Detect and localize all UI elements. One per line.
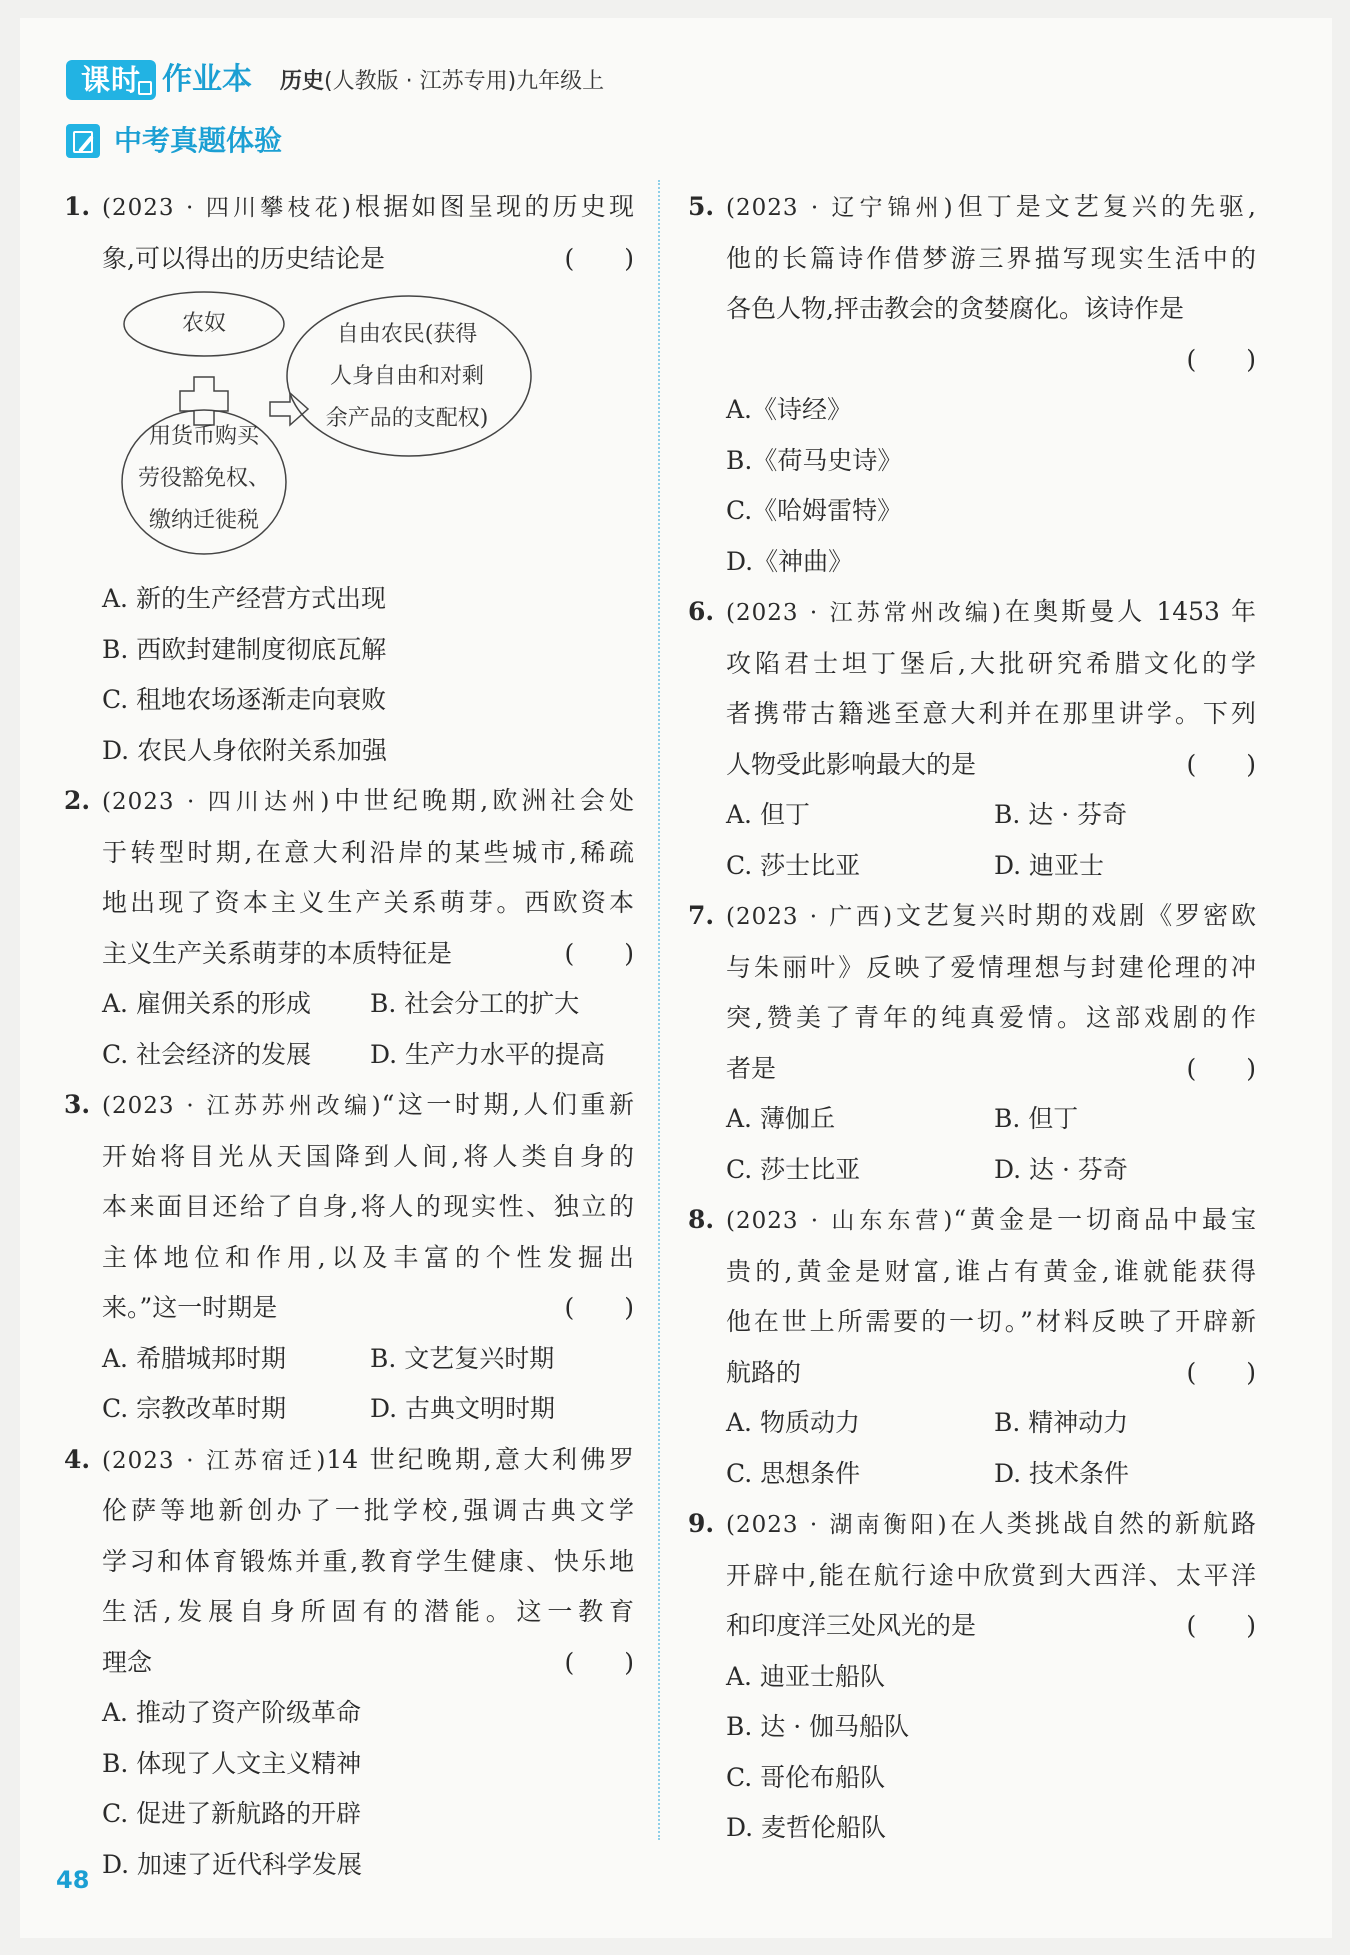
diagram-line: 人身自由和对剩 (329, 364, 484, 389)
option[interactable]: B. 社会分工的扩大 (370, 989, 580, 1018)
option-row (688, 1398, 1256, 1449)
question-line: 伦萨等地新创办了一批学校,强调古典文学 (102, 1496, 634, 1525)
question-line: 攻陷君士坦丁堡后,大批研究希腊文化的学 (726, 648, 1256, 678)
question-text: 来。”这一时期是 (102, 1293, 278, 1322)
book-subject (280, 66, 604, 98)
option[interactable]: C. 哥伦布船队 (726, 1762, 886, 1792)
option[interactable]: A. 迪亚士船队 (726, 1661, 885, 1691)
question-line: 开始将目光从天国降到人间,将人类自身的 (102, 1141, 634, 1171)
question-line: 本来面目还给了自身,将人的现实性、独立的 (102, 1192, 634, 1221)
question-line: 突,赞美了青年的纯真爱情。这部戏剧的作 (726, 1003, 1256, 1032)
question-text: 在奥斯曼人 1453 年 (1001, 597, 1256, 626)
answer-blank[interactable]: ( ) (564, 938, 634, 968)
option-row (64, 1334, 634, 1385)
question-5 (688, 182, 1256, 385)
option[interactable]: D. 农民人身依附关系加强 (102, 735, 388, 765)
question-source: (2023 · 广西) (726, 904, 894, 930)
diagram-line: 自由农民(获得 (336, 322, 478, 347)
answer-blank[interactable]: ( ) (1186, 1053, 1256, 1083)
answer-blank[interactable]: ( ) (1186, 344, 1256, 374)
question-line (102, 929, 634, 980)
column-divider (658, 180, 660, 1840)
option[interactable]: C.《哈姆雷特》 (726, 496, 903, 525)
question-line (726, 182, 1256, 234)
option[interactable]: A. 物质动力 (726, 1408, 860, 1437)
question-source: (2023 · 四川达州) (102, 789, 331, 815)
question-line: 者携带古籍逃至意大利并在那里讲学。下列 (726, 699, 1256, 728)
question-text: 和印度洋三处风光的是 (726, 1611, 977, 1640)
question-2 (64, 776, 634, 979)
option-row (688, 1449, 1256, 1500)
question-source: (2023 · 湖南衡阳) (726, 1512, 948, 1538)
option[interactable]: C. 莎士比亚 (726, 850, 861, 880)
question-text: 但丁是文艺复兴的先驱, (953, 192, 1256, 221)
option[interactable]: A. 希腊城邦时期 (102, 1343, 286, 1373)
question-line: 各色人物,抨击教会的贪婪腐化。该诗作是 (726, 294, 1184, 323)
question-line (726, 1348, 1256, 1399)
option[interactable]: D. 加速了近代科学发展 (102, 1849, 363, 1879)
option[interactable]: D. 达 · 芬奇 (994, 1154, 1128, 1184)
option[interactable]: C. 促进了新航路的开辟 (102, 1799, 362, 1828)
option[interactable]: D. 迪亚士 (994, 850, 1105, 880)
question-7 (688, 891, 1256, 1094)
question-line (102, 1638, 634, 1689)
question-line: 与朱丽叶》反映了爱情理想与封建伦理的冲 (726, 952, 1256, 982)
option[interactable]: B. 西欧封建制度彻底瓦解 (102, 634, 387, 664)
diagram-serf: 农奴 (181, 311, 226, 336)
question-text: 航路的 (726, 1357, 802, 1387)
question-line (726, 1044, 1256, 1095)
option[interactable]: A.《诗经》 (726, 395, 853, 424)
question-number: 5. (688, 192, 715, 221)
question-source: (2023 · 江苏宿迁) (102, 1447, 327, 1474)
option[interactable]: B. 达 · 伽马船队 (726, 1712, 910, 1741)
answer-blank[interactable]: ( ) (1186, 1357, 1256, 1387)
history-diagram (102, 284, 634, 574)
diagram-line: 劳役豁免权、 (137, 466, 270, 491)
option[interactable]: B. 文艺复兴时期 (370, 1343, 555, 1373)
question-number: 6. (688, 597, 715, 626)
right-column (688, 182, 1256, 1854)
option[interactable]: A. 新的生产经营方式出现 (102, 584, 386, 613)
question-line (102, 1283, 634, 1334)
question-line: 于转型时期,在意大利沿岸的某些城市,稀疏 (102, 837, 634, 867)
question-text: “这一时期,人们重新 (381, 1090, 634, 1119)
question-6 (688, 587, 1256, 790)
diagram-payment-lines (124, 416, 284, 542)
question-line (102, 182, 634, 234)
option[interactable]: B.《荷马史诗》 (726, 445, 903, 475)
logo-text: 作业本 (162, 62, 252, 97)
option[interactable]: D. 麦哲伦船队 (726, 1813, 887, 1842)
answer-blank[interactable]: ( ) (1186, 1611, 1256, 1640)
question-text: 象,可以得出的历史结论是 (102, 243, 385, 273)
question-number: 8. (688, 1205, 715, 1234)
question-line (726, 587, 1256, 639)
question-text: 理念 (102, 1647, 153, 1677)
option[interactable]: A. 推动了资产阶级革命 (102, 1698, 361, 1727)
option[interactable]: C. 租地农场逐渐走向衰败 (102, 685, 387, 714)
answer-blank[interactable]: ( ) (1186, 749, 1256, 779)
question-number: 3. (64, 1090, 91, 1119)
subject-name: 历史 (280, 69, 325, 94)
diagram-line: 缴纳迁徙税 (148, 508, 259, 533)
question-text: 中世纪晚期,欧洲社会处 (330, 786, 634, 815)
option-row (64, 1384, 634, 1435)
option[interactable]: C. 思想条件 (726, 1458, 861, 1488)
question-number: 2. (64, 786, 91, 815)
option[interactable]: A. 但丁 (726, 800, 810, 829)
question-source: (2023 · 江苏苏州改编) (102, 1093, 382, 1119)
option[interactable]: A. 雇佣关系的形成 (102, 989, 311, 1018)
question-line (726, 1601, 1256, 1652)
question-text: “黄金是一切商品中最宝 (953, 1205, 1256, 1234)
question-number: 1. (64, 192, 91, 221)
option[interactable]: B. 但丁 (994, 1104, 1079, 1133)
question-line (726, 740, 1256, 791)
page-number: 48 (56, 1866, 90, 1894)
option[interactable]: A. 薄伽丘 (726, 1104, 835, 1133)
answer-blank[interactable]: ( ) (564, 243, 634, 273)
section-title: 中考真题体验 (114, 124, 283, 157)
pencil-note-icon (66, 124, 100, 158)
option[interactable]: D. 古典文明时期 (370, 1394, 556, 1423)
logo-mark: 课时 (80, 63, 141, 97)
question-number: 7. (688, 901, 715, 930)
question-1 (64, 182, 634, 284)
question-text: 在人类挑战自然的新航路 (947, 1509, 1256, 1538)
option-row (688, 841, 1256, 892)
question-text: 主义生产关系萌芽的本质特征是 (102, 938, 453, 968)
question-8 (688, 1195, 1256, 1398)
question-line: 他的长篇诗作借梦游三界描写现实生活中的 (726, 243, 1256, 273)
option[interactable]: D. 技术条件 (994, 1458, 1130, 1488)
question-source: (2023 · 辽宁锦州) (726, 195, 954, 221)
question-line (102, 1080, 634, 1132)
option[interactable]: B. 体现了人文主义精神 (102, 1748, 362, 1778)
question-9 (688, 1499, 1256, 1652)
option[interactable]: D.《神曲》 (726, 546, 854, 576)
question-line (726, 1499, 1256, 1551)
question-line (726, 1195, 1256, 1247)
question-text: 根据如图呈现的历史现 (351, 192, 634, 221)
option[interactable]: C. 宗教改革时期 (102, 1394, 287, 1423)
question-text: 14 世纪晚期,意大利佛罗 (326, 1444, 634, 1474)
question-line (102, 234, 634, 285)
answer-blank[interactable]: ( ) (564, 1647, 634, 1677)
question-source: (2023 · 山东东营) (726, 1208, 954, 1234)
option-row (688, 1094, 1256, 1145)
question-3 (64, 1080, 634, 1334)
left-column (64, 182, 634, 1890)
diagram-free-peasant-lines (297, 314, 517, 440)
option[interactable]: D. 生产力水平的提高 (370, 1039, 606, 1069)
question-line: 贵的,黄金是财富,谁占有黄金,谁就能获得 (726, 1256, 1256, 1286)
option[interactable]: C. 莎士比亚 (726, 1154, 861, 1184)
question-line (726, 891, 1256, 943)
question-line: 主体地位和作用,以及丰富的个性发掘出 (102, 1242, 634, 1272)
option[interactable]: B. 达 · 芬奇 (994, 800, 1128, 829)
question-line (102, 1435, 634, 1487)
question-number: 9. (688, 1509, 715, 1538)
question-line: 他在世上所需要的一切。”材料反映了开辟新 (726, 1307, 1256, 1336)
question-text: 者是 (726, 1053, 777, 1083)
option[interactable]: B. 精神动力 (994, 1408, 1129, 1437)
question-source: (2023 · 江苏常州改编) (726, 600, 1002, 626)
brand-logo (66, 60, 156, 100)
option-row (688, 1145, 1256, 1196)
option-row (64, 979, 634, 1030)
question-source: (2023 · 四川攀枝花) (102, 195, 352, 221)
question-text: 文艺复兴时期的戏剧《罗密欧 (893, 901, 1256, 930)
question-line: 开辟中,能在航行途中欣赏到大西洋、太平洋 (726, 1560, 1256, 1590)
diagram-line: 用货币购买 (148, 424, 259, 449)
subject-edition: (人教版 · 江苏专用)九年级上 (324, 69, 605, 94)
question-4 (64, 1435, 634, 1689)
option-row (64, 1030, 634, 1081)
question-line: 生活,发展自身所固有的潜能。这一教育 (102, 1597, 634, 1626)
option-row (688, 790, 1256, 841)
question-line (102, 776, 634, 828)
answer-blank[interactable]: ( ) (564, 1293, 634, 1322)
question-text: 人物受此影响最大的是 (726, 749, 977, 779)
option[interactable]: C. 社会经济的发展 (102, 1039, 312, 1069)
question-number: 4. (64, 1444, 91, 1474)
question-line: 学习和体育锻炼并重,教育学生健康、快乐地 (102, 1546, 634, 1576)
diagram-line: 余产品的支配权) (325, 406, 489, 431)
question-line: 地出现了资本主义生产关系萌芽。西欧资本 (102, 888, 634, 917)
